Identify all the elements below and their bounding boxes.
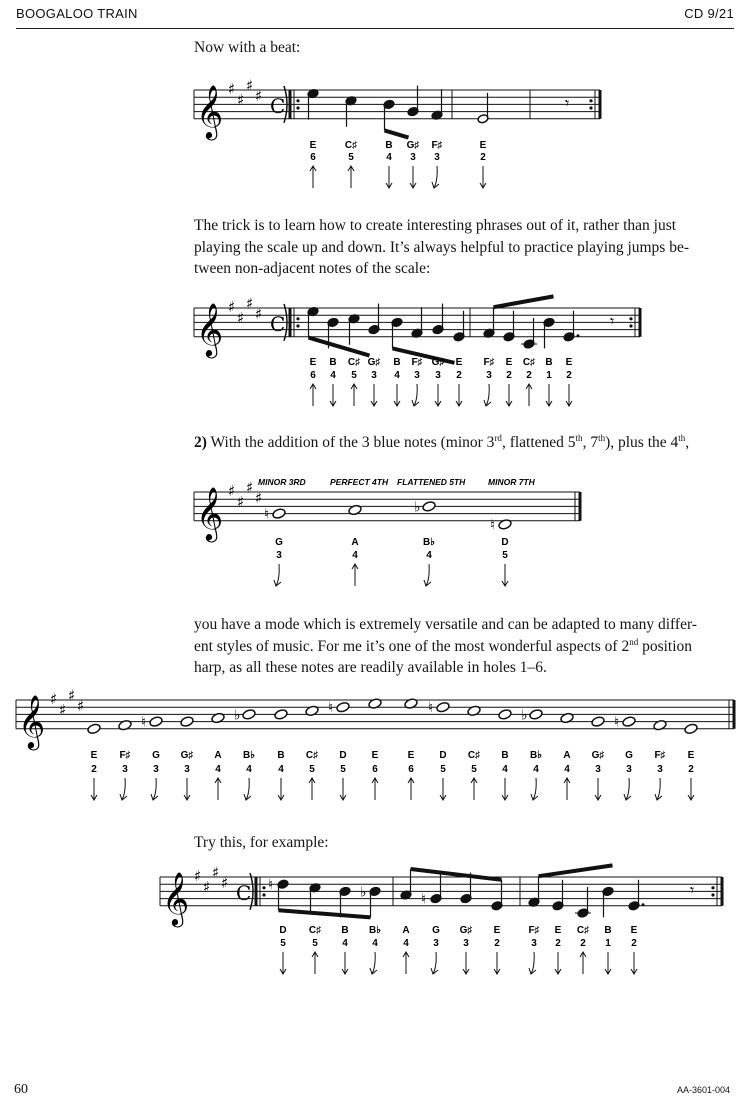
note-head [118, 719, 132, 731]
hole-number-label: 4 [372, 938, 378, 949]
natural-icon: ♮ [614, 714, 620, 731]
flat-icon: ♭ [234, 707, 241, 724]
repeat-dot [296, 324, 299, 327]
note-head [560, 712, 574, 724]
key-sharp-icon: ♯ [237, 90, 245, 109]
staff-system-5 [160, 863, 722, 974]
flat-icon: ♭ [414, 499, 421, 516]
key-sharp-icon: ♯ [68, 686, 76, 705]
note-name-label: B [277, 750, 285, 761]
bend-arrow-icon [246, 778, 249, 800]
note-head [404, 698, 418, 710]
bend-arrow-icon [372, 952, 375, 974]
note-head [180, 716, 194, 728]
blue-note-label: MINOR 7TH [488, 477, 535, 487]
hole-number-label: 2 [506, 370, 512, 381]
repeat-dot [296, 317, 299, 320]
repeat-dot [296, 99, 299, 102]
note-name-label: E [493, 925, 501, 936]
note-name-label: A [563, 750, 571, 761]
key-sharp-icon: ♯ [237, 308, 245, 327]
bend-arrow-icon [657, 778, 660, 800]
note-name-label: E [554, 925, 562, 936]
cd-track: CD 9/21 [684, 6, 734, 21]
bend-arrow-icon [434, 166, 437, 188]
note-name-label: C♯ [305, 750, 319, 761]
sup-th-3: th [678, 432, 686, 443]
note-name-label: C♯ [308, 925, 322, 936]
repeat-dot [711, 886, 714, 889]
blue-note-label: MINOR 3RD [258, 477, 306, 487]
note-name-label: D [501, 537, 509, 548]
dot [577, 334, 580, 337]
mode-line-2-end: position [638, 637, 693, 655]
hole-number-label: 4 [278, 764, 284, 775]
hole-number-label: 3 [414, 370, 420, 381]
note-name-label: B [501, 750, 509, 761]
repeat-dot [262, 886, 265, 889]
natural-icon: ♮ [421, 891, 427, 908]
hole-number-label: 1 [605, 938, 611, 949]
hole-number-label: 3 [122, 764, 128, 775]
treble-clef-icon: 𝄞 [18, 693, 46, 748]
beam [385, 130, 409, 137]
hole-number-label: 4 [564, 764, 570, 775]
bend-arrow-icon [626, 778, 629, 800]
treble-clef-icon: 𝄞 [162, 870, 190, 925]
blue-notes-text-d: ), plus the 4 [605, 434, 679, 451]
hole-number-label: 2 [566, 370, 572, 381]
staff-system-2 [194, 294, 640, 406]
hole-number-label: 3 [626, 764, 632, 775]
note-name-label: G♯ [591, 750, 605, 761]
common-time-icon: C [270, 312, 286, 337]
sup-rd: rd [494, 432, 502, 443]
bend-arrow-icon [426, 564, 429, 586]
beam [539, 865, 613, 876]
note-head [348, 504, 362, 516]
blue-note-label: FLATTENED 5TH [397, 477, 466, 487]
step-number: 2) [194, 434, 207, 451]
note-name-label: E [687, 750, 695, 761]
hole-number-label: 4 [342, 938, 348, 949]
natural-icon: ♮ [428, 700, 434, 717]
hole-number-label: 5 [340, 764, 346, 775]
note-name-label: B♭ [369, 925, 381, 936]
note-name-label: E [309, 140, 317, 151]
note-name-label: F♯ [411, 357, 423, 368]
natural-icon: ♮ [490, 517, 496, 534]
blue-notes-text-e: , [685, 434, 690, 451]
hole-number-label: 6 [408, 764, 414, 775]
key-sharp-icon: ♯ [221, 874, 229, 893]
repeat-dot [262, 893, 265, 896]
hole-number-label: 6 [310, 370, 316, 381]
hole-number-label: 3 [657, 764, 663, 775]
hole-number-label: 2 [631, 938, 637, 949]
natural-icon: ♮ [268, 877, 274, 894]
note-head [684, 723, 698, 735]
hole-number-label: 3 [486, 370, 492, 381]
hole-number-label: 5 [348, 152, 354, 163]
note-name-label: G♯ [459, 925, 473, 936]
hole-number-label: 2 [456, 370, 462, 381]
hole-number-label: 5 [351, 370, 357, 381]
note-name-label: E [90, 750, 98, 761]
blue-notes-text-c: , 7 [582, 434, 599, 451]
hole-number-label: 5 [502, 550, 508, 561]
hole-number-label: 4 [386, 152, 392, 163]
note-name-label: G♯ [367, 357, 381, 368]
note-head [274, 709, 288, 721]
bend-arrow-icon [486, 384, 489, 406]
note-name-label: B♭ [243, 750, 255, 761]
note-name-label: B♭ [530, 750, 542, 761]
hole-number-label: 6 [310, 152, 316, 163]
note-name-label: D [339, 750, 347, 761]
note-head [336, 701, 350, 713]
blue-notes-text-a: With the addition of the 3 blue notes (minor 3 [206, 434, 495, 451]
beam [494, 296, 554, 307]
note-name-label: B [341, 925, 349, 936]
hole-number-label: 4 [403, 938, 409, 949]
beam [411, 869, 502, 880]
catalog-code: AA-3601-004 [676, 1085, 730, 1095]
mode-line-1: you have a mode which is extremely versatile and can be adapted to many differ- [194, 616, 697, 633]
note-name-label: B [329, 357, 337, 368]
eighth-rest-icon: 𝄾 [565, 93, 570, 113]
note-name-label: E [630, 925, 638, 936]
note-name-label: E [309, 357, 317, 368]
blue-note-label: PERFECT 4TH [330, 477, 389, 487]
note-name-label: G [432, 925, 440, 936]
note-name-label: E [407, 750, 415, 761]
hole-number-label: 3 [153, 764, 159, 775]
note-name-label: B [545, 357, 553, 368]
bend-arrow-icon [531, 952, 534, 974]
dot [642, 903, 645, 906]
note-name-label: C♯ [347, 357, 361, 368]
natural-icon: ♮ [141, 714, 147, 731]
hole-number-label: 4 [533, 764, 539, 775]
flat-icon: ♭ [360, 884, 367, 901]
key-sharp-icon: ♯ [246, 76, 254, 95]
staff-system-3 [194, 478, 580, 586]
sup-th-2: th [598, 432, 606, 443]
repeat-dot [589, 99, 592, 102]
hole-number-label: 2 [494, 938, 500, 949]
note-name-label: F♯ [654, 750, 666, 761]
staff-system-1 [194, 76, 600, 188]
note-name-label: B [385, 140, 393, 151]
note-head [422, 501, 436, 513]
note-head [467, 705, 481, 717]
note-head [149, 716, 163, 728]
note-name-label: G♯ [406, 140, 420, 151]
note-name-label: F♯ [528, 925, 540, 936]
page-number: 60 [14, 1082, 28, 1097]
note-name-label: C♯ [344, 140, 358, 151]
note-name-label: D [439, 750, 447, 761]
note-head [591, 716, 605, 728]
hole-number-label: 2 [526, 370, 532, 381]
mode-line-3: harp, as all these notes are readily available in holes 1–6. [194, 659, 547, 676]
repeat-dot [589, 106, 592, 109]
key-sharp-icon: ♯ [59, 700, 67, 719]
sup-nd: nd [629, 636, 639, 647]
note-head [211, 712, 225, 724]
key-sharp-icon: ♯ [228, 482, 236, 500]
key-sharp-icon: ♯ [237, 492, 245, 511]
hole-number-label: 4 [426, 550, 432, 561]
hole-number-label: 5 [312, 938, 318, 949]
note-name-label: G [152, 750, 160, 761]
repeat-dot [629, 317, 632, 320]
key-sharp-icon: ♯ [246, 478, 254, 497]
note-head [498, 519, 512, 531]
blue-notes-text-b: , flattened 5 [501, 434, 576, 451]
bend-arrow-icon [276, 564, 279, 586]
trick-line-1: The trick is to learn how to create interesting phrases out of it, rather than just [194, 217, 677, 234]
note-head [368, 698, 382, 710]
common-time-icon: C [270, 94, 286, 119]
natural-icon: ♮ [264, 506, 270, 523]
note-head [272, 508, 286, 520]
song-title: BOOGALOO TRAIN [16, 6, 138, 21]
bend-arrow-icon [122, 778, 125, 800]
note-name-label: A [351, 537, 359, 548]
note-name-label: E [565, 357, 573, 368]
note-head [305, 705, 319, 717]
example-text: Try this, for example: [194, 834, 329, 851]
hole-number-label: 4 [502, 764, 508, 775]
note-name-label: G [625, 750, 633, 761]
treble-clef-icon: 𝄞 [196, 83, 224, 138]
flat-icon: ♭ [521, 707, 528, 724]
bend-arrow-icon [414, 384, 417, 406]
hole-number-label: 3 [595, 764, 601, 775]
key-sharp-icon: ♯ [255, 305, 263, 324]
note-name-label: D [279, 925, 287, 936]
hole-number-label: 3 [435, 370, 441, 381]
hole-number-label: 3 [463, 938, 469, 949]
treble-clef-icon: 𝄞 [196, 485, 224, 540]
note-name-label: E [479, 140, 487, 151]
note-name-label: G♯ [180, 750, 194, 761]
note-name-label: E [455, 357, 463, 368]
note-head [653, 719, 667, 731]
note-name-label: F♯ [431, 140, 443, 151]
hole-number-label: 3 [184, 764, 190, 775]
repeat-dot [629, 324, 632, 327]
mode-line-2-text: ent styles of music. For me it’s one of the most wonderful aspects of 2 [194, 637, 630, 655]
hole-number-label: 3 [531, 938, 537, 949]
note-name-label: F♯ [483, 357, 495, 368]
hole-number-label: 4 [215, 764, 221, 775]
repeat-dot [296, 106, 299, 109]
hole-number-label: 2 [580, 938, 586, 949]
key-sharp-icon: ♯ [228, 80, 236, 98]
note-head [498, 709, 512, 721]
note-head [529, 709, 543, 721]
hole-number-label: 4 [330, 370, 336, 381]
hole-number-label: 5 [471, 764, 477, 775]
bend-arrow-icon [533, 778, 536, 800]
bend-arrow-icon [433, 952, 436, 974]
common-time-icon: C [236, 881, 252, 906]
hole-number-label: 1 [546, 370, 552, 381]
key-sharp-icon: ♯ [228, 298, 236, 316]
eighth-rest-icon: 𝄾 [610, 311, 615, 331]
note-name-label: E [371, 750, 379, 761]
key-sharp-icon: ♯ [77, 697, 85, 716]
hole-number-label: 2 [688, 764, 694, 775]
natural-icon: ♮ [328, 700, 334, 717]
hole-number-label: 4 [352, 550, 358, 561]
trick-line-2: playing the scale up and down. It’s always helpful to practice playing jumps be- [194, 238, 690, 256]
note-name-label: C♯ [576, 925, 590, 936]
hole-number-label: 3 [410, 152, 416, 163]
treble-clef-icon: 𝄞 [196, 301, 224, 356]
note-name-label: G♯ [431, 357, 445, 368]
hole-number-label: 3 [276, 550, 282, 561]
repeat-dot [711, 893, 714, 896]
note-name-label: G [275, 537, 283, 548]
note-head [436, 701, 450, 713]
note-name-label: E [505, 357, 513, 368]
key-sharp-icon: ♯ [255, 489, 263, 508]
key-sharp-icon: ♯ [255, 87, 263, 106]
bend-arrow-icon [153, 778, 156, 800]
beam [279, 910, 371, 917]
key-sharp-icon: ♯ [212, 863, 220, 882]
staff-system-4 [16, 686, 734, 800]
note-name-label: A [402, 925, 410, 936]
hole-number-label: 5 [440, 764, 446, 775]
note-name-label: B [393, 357, 401, 368]
hole-number-label: 6 [372, 764, 378, 775]
hole-number-label: 2 [480, 152, 486, 163]
eighth-rest-icon: 𝄾 [690, 880, 695, 900]
beam [393, 348, 455, 362]
key-sharp-icon: ♯ [203, 877, 211, 896]
hole-number-label: 4 [394, 370, 400, 381]
note-head [242, 709, 256, 721]
key-sharp-icon: ♯ [50, 690, 58, 708]
note-head [622, 716, 636, 728]
note-name-label: B♭ [423, 537, 435, 548]
hole-number-label: 3 [433, 938, 439, 949]
note-name-label: B [604, 925, 612, 936]
hole-number-label: 3 [371, 370, 377, 381]
key-sharp-icon: ♯ [246, 294, 254, 313]
hole-number-label: 3 [434, 152, 440, 163]
key-sharp-icon: ♯ [194, 867, 202, 885]
note-name-label: A [214, 750, 222, 761]
hole-number-label: 2 [555, 938, 561, 949]
trick-line-3: tween non-adjacent notes of the scale: [194, 260, 431, 277]
intro-text: Now with a beat: [194, 39, 301, 56]
note-name-label: C♯ [467, 750, 481, 761]
hole-number-label: 4 [246, 764, 252, 775]
note-head [87, 723, 101, 735]
hole-number-label: 5 [280, 938, 286, 949]
note-name-label: C♯ [522, 357, 536, 368]
sup-th-1: th [575, 432, 583, 443]
hole-number-label: 5 [309, 764, 315, 775]
beam [309, 338, 370, 356]
hole-number-label: 2 [91, 764, 97, 775]
note-name-label: F♯ [119, 750, 131, 761]
